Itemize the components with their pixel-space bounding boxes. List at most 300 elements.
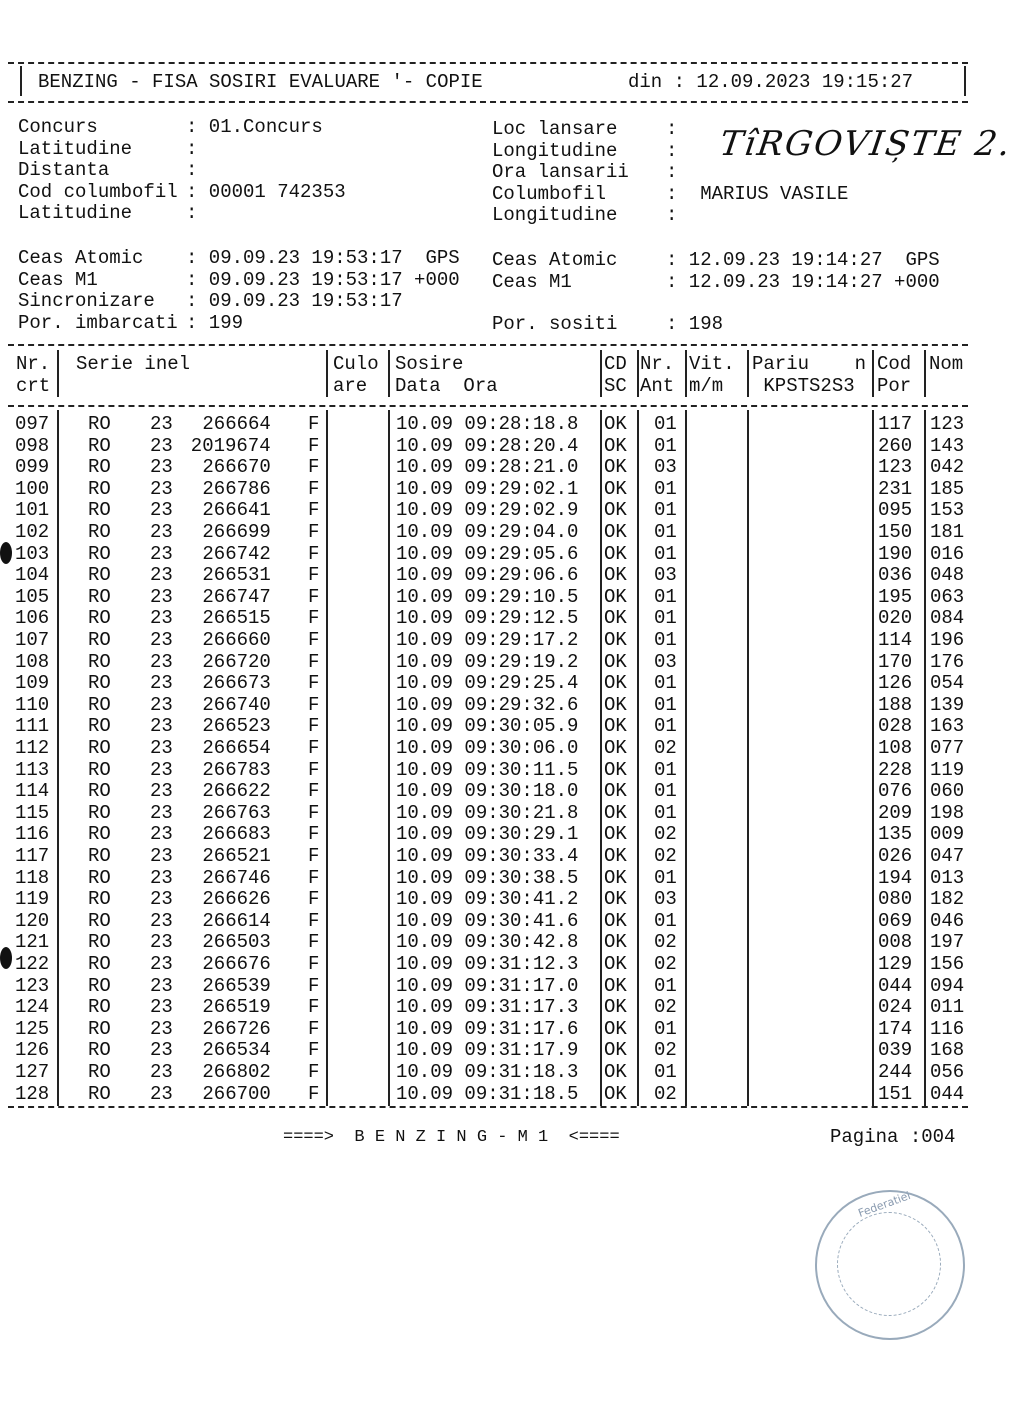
- cd-status: OK: [604, 434, 627, 457]
- column-header-pariu: KPSTS2S3: [752, 375, 855, 397]
- row-nr: 117: [15, 845, 50, 867]
- field-label: Longitudine: [492, 204, 618, 226]
- field-label: Por. imbarcati: [18, 311, 178, 334]
- ring-serial: 266700: [202, 1082, 271, 1105]
- row-nr: 128: [15, 1082, 50, 1105]
- ring-serial: 266539: [202, 974, 271, 997]
- column-header-pariu: Pariu n: [752, 353, 867, 375]
- row-nr: 108: [15, 650, 50, 673]
- cod-por: 117: [878, 413, 913, 435]
- field-label: Concurs: [18, 116, 98, 138]
- row-nr: 100: [15, 477, 50, 500]
- column-divider: [747, 350, 749, 397]
- nr-ant: 01: [654, 974, 677, 997]
- nr-ant: 01: [654, 629, 677, 651]
- nr-ant: 01: [654, 780, 677, 803]
- cod-por: 020: [878, 607, 913, 630]
- ring-country: RO: [88, 499, 111, 522]
- ring-country: RO: [88, 953, 111, 975]
- cod-por: 123: [878, 456, 913, 479]
- nom: 056: [930, 1061, 965, 1083]
- cd-status: OK: [604, 715, 627, 738]
- ring-country: RO: [88, 693, 111, 716]
- ring-country: RO: [88, 564, 111, 587]
- nr-ant: 02: [654, 1082, 677, 1105]
- arrival-time: 10.09 09:29:25.4: [396, 672, 579, 695]
- ring-sex: F: [308, 931, 320, 954]
- ring-country: RO: [88, 823, 111, 846]
- nom: 009: [930, 823, 965, 846]
- arrival-time: 10.09 09:31:17.6: [396, 1017, 579, 1040]
- ring-serial: 266622: [202, 780, 271, 803]
- ring-country: RO: [88, 931, 111, 954]
- field-value: :: [666, 139, 678, 162]
- nom: 196: [930, 629, 965, 651]
- ring-sex: F: [308, 1061, 320, 1083]
- column-divider: [637, 410, 639, 1106]
- nom: 016: [930, 542, 965, 565]
- row-nr: 097: [15, 413, 50, 435]
- cod-por: 174: [878, 1017, 913, 1040]
- nom: 197: [930, 931, 965, 954]
- report-date: din : 12.09.2023 19:15:27: [628, 71, 914, 93]
- ring-serial: 266534: [202, 1039, 271, 1062]
- field-value: : 09.09.23 19:53:17 GPS: [186, 247, 460, 269]
- row-nr: 103: [15, 542, 50, 565]
- cd-status: OK: [604, 737, 627, 759]
- column-header-cod: Por: [877, 375, 912, 397]
- cod-por: 044: [878, 974, 913, 997]
- column-header-serie: Serie inel: [76, 353, 191, 375]
- nom: 156: [930, 953, 965, 975]
- cd-status: OK: [604, 521, 627, 543]
- ring-year: 23: [150, 477, 173, 500]
- row-nr: 118: [15, 866, 50, 889]
- cd-status: OK: [604, 477, 627, 500]
- column-divider: [747, 410, 749, 1106]
- ring-sex: F: [308, 477, 320, 500]
- column-divider: [685, 350, 687, 397]
- ring-sex: F: [308, 1039, 320, 1062]
- cod-por: 069: [878, 909, 913, 932]
- ring-serial: 266720: [202, 650, 271, 673]
- ring-sex: F: [308, 629, 320, 651]
- field-value: : 12.09.23 19:14:27 +000: [666, 270, 940, 293]
- ring-year: 23: [150, 823, 173, 846]
- nr-ant: 01: [654, 909, 677, 932]
- column-header-vit: Vit.: [689, 353, 735, 375]
- ring-sex: F: [308, 1082, 320, 1105]
- nr-ant: 01: [654, 693, 677, 716]
- ring-serial: 266747: [202, 585, 271, 608]
- column-divider: [600, 350, 602, 397]
- ring-sex: F: [308, 650, 320, 673]
- cod-por: 228: [878, 758, 913, 781]
- row-nr: 114: [15, 780, 50, 803]
- arrival-time: 10.09 09:28:21.0: [396, 456, 579, 479]
- nom: 181: [930, 521, 965, 543]
- nom: 116: [930, 1017, 965, 1040]
- ring-serial: 266726: [202, 1017, 271, 1040]
- cd-status: OK: [604, 1082, 627, 1105]
- ring-sex: F: [308, 974, 320, 997]
- cod-por: 190: [878, 542, 913, 565]
- nr-ant: 01: [654, 866, 677, 889]
- ring-sex: F: [308, 693, 320, 716]
- ring-serial: 266521: [202, 845, 271, 867]
- nom: 077: [930, 737, 965, 759]
- column-header-culoare: are: [333, 375, 368, 397]
- cd-status: OK: [604, 953, 627, 975]
- cd-status: OK: [604, 801, 627, 824]
- column-header-nom: Nom: [929, 353, 964, 375]
- field-value: : 01.Concurs: [186, 116, 323, 138]
- arrival-time: 10.09 09:29:04.0: [396, 521, 579, 543]
- ring-sex: F: [308, 758, 320, 781]
- arrival-time: 10.09 09:29:10.5: [396, 585, 579, 608]
- column-header-culoare: Culo: [333, 353, 379, 375]
- ring-year: 23: [150, 693, 173, 716]
- ring-country: RO: [88, 1039, 111, 1062]
- ring-year: 23: [150, 413, 173, 435]
- cd-status: OK: [604, 866, 627, 889]
- ring-serial: 266763: [202, 801, 271, 824]
- cd-status: OK: [604, 931, 627, 954]
- divider: [8, 405, 968, 407]
- nr-ant: 01: [654, 434, 677, 457]
- nr-ant: 01: [654, 521, 677, 543]
- ring-sex: F: [308, 888, 320, 911]
- cod-por: 114: [878, 629, 913, 651]
- row-nr: 119: [15, 888, 50, 911]
- cod-por: 036: [878, 564, 913, 587]
- nom: 044: [930, 1082, 965, 1105]
- cod-por: 150: [878, 521, 913, 543]
- arrival-time: 10.09 09:30:18.0: [396, 780, 579, 803]
- nr-ant: 02: [654, 823, 677, 846]
- cod-por: 126: [878, 672, 913, 695]
- arrival-time: 10.09 09:29:02.1: [396, 477, 579, 500]
- nr-ant: 02: [654, 931, 677, 954]
- nr-ant: 01: [654, 758, 677, 781]
- column-header-sosire: Sosire: [395, 353, 464, 375]
- nom: 046: [930, 909, 965, 932]
- arrival-time: 10.09 09:29:05.6: [396, 542, 579, 565]
- ring-year: 23: [150, 521, 173, 543]
- ring-sex: F: [308, 672, 320, 695]
- field-value: :: [186, 202, 198, 224]
- ring-serial: 266676: [202, 953, 271, 975]
- nom: 011: [930, 996, 965, 1019]
- arrival-time: 10.09 09:31:17.9: [396, 1039, 579, 1062]
- field-label: Ora lansarii: [492, 161, 629, 183]
- ring-serial: 266699: [202, 521, 271, 543]
- ring-country: RO: [88, 1017, 111, 1040]
- ring-serial: 266654: [202, 737, 271, 759]
- column-header-nr: Nr.: [16, 353, 51, 375]
- cd-status: OK: [604, 585, 627, 608]
- cd-status: OK: [604, 456, 627, 479]
- ring-country: RO: [88, 737, 111, 759]
- border: [964, 66, 966, 96]
- nom: 047: [930, 845, 965, 867]
- ring-year: 23: [150, 909, 173, 932]
- cd-status: OK: [604, 607, 627, 630]
- arrival-time: 10.09 09:29:32.6: [396, 693, 579, 716]
- column-divider: [388, 350, 390, 397]
- nr-ant: 01: [654, 477, 677, 500]
- ring-country: RO: [88, 996, 111, 1019]
- ring-serial: 266523: [202, 715, 271, 738]
- cd-status: OK: [604, 780, 627, 803]
- ring-year: 23: [150, 542, 173, 565]
- stamp: Federatiei: [815, 1190, 965, 1340]
- cd-status: OK: [604, 823, 627, 846]
- ring-sex: F: [308, 737, 320, 759]
- ring-year: 23: [150, 996, 173, 1019]
- ring-year: 23: [150, 845, 173, 867]
- column-divider: [637, 350, 639, 397]
- column-header-nr: crt: [16, 375, 51, 397]
- ring-sex: F: [308, 521, 320, 543]
- cod-por: 231: [878, 477, 913, 500]
- ring-country: RO: [88, 434, 111, 457]
- nom: 048: [930, 564, 965, 587]
- cod-por: 076: [878, 780, 913, 803]
- ring-year: 23: [150, 629, 173, 651]
- nr-ant: 03: [654, 888, 677, 911]
- nr-ant: 01: [654, 1061, 677, 1083]
- ring-serial: 266802: [202, 1061, 271, 1083]
- ring-country: RO: [88, 888, 111, 911]
- ring-year: 23: [150, 607, 173, 630]
- ring-serial: 266641: [202, 499, 271, 522]
- ring-sex: F: [308, 953, 320, 975]
- field-label: Sincronizare: [18, 290, 155, 312]
- column-divider: [388, 410, 390, 1106]
- ring-country: RO: [88, 650, 111, 673]
- ring-sex: F: [308, 909, 320, 932]
- row-nr: 099: [15, 456, 50, 479]
- nr-ant: 01: [654, 542, 677, 565]
- nr-ant: 02: [654, 737, 677, 759]
- field-value: :: [186, 137, 198, 160]
- column-header-vit: m/m: [689, 375, 724, 397]
- divider: [8, 1106, 968, 1108]
- ring-year: 23: [150, 715, 173, 738]
- nr-ant: 03: [654, 456, 677, 479]
- row-nr: 110: [15, 693, 50, 716]
- field-label: Columbofil: [492, 182, 607, 205]
- nr-ant: 01: [654, 672, 677, 695]
- column-divider: [57, 350, 59, 397]
- row-nr: 121: [15, 931, 50, 954]
- nr-ant: 01: [654, 715, 677, 738]
- nom: 054: [930, 672, 965, 695]
- cod-por: 135: [878, 823, 913, 846]
- cd-status: OK: [604, 1017, 627, 1040]
- nr-ant: 01: [654, 585, 677, 608]
- cod-por: 170: [878, 650, 913, 673]
- row-nr: 104: [15, 564, 50, 587]
- ring-serial: 266746: [202, 866, 271, 889]
- cod-por: 209: [878, 801, 913, 824]
- ring-year: 23: [150, 780, 173, 803]
- field-label: Ceas M1: [492, 270, 572, 293]
- ring-country: RO: [88, 974, 111, 997]
- ring-serial: 266673: [202, 672, 271, 695]
- ring-sex: F: [308, 499, 320, 522]
- ring-serial: 266531: [202, 564, 271, 587]
- nr-ant: 01: [654, 607, 677, 630]
- row-nr: 105: [15, 585, 50, 608]
- ring-sex: F: [308, 542, 320, 565]
- ring-year: 23: [150, 974, 173, 997]
- cod-por: 026: [878, 845, 913, 867]
- column-header-cd: CD: [604, 353, 627, 375]
- cd-status: OK: [604, 909, 627, 932]
- ring-serial: 266740: [202, 693, 271, 716]
- nom: 119: [930, 758, 965, 781]
- ring-year: 23: [150, 499, 173, 522]
- handwritten-location: TîRGOVIȘTE 2.: [717, 124, 1015, 164]
- nom: 176: [930, 650, 965, 673]
- cd-status: OK: [604, 693, 627, 716]
- field-label: Cod columbofil: [18, 180, 178, 203]
- nom: 198: [930, 801, 965, 824]
- cod-por: 080: [878, 888, 913, 911]
- row-nr: 126: [15, 1039, 50, 1062]
- row-nr: 106: [15, 607, 50, 630]
- ring-sex: F: [308, 996, 320, 1019]
- row-nr: 123: [15, 974, 50, 997]
- cd-status: OK: [604, 499, 627, 522]
- nr-ant: 01: [654, 413, 677, 435]
- field-value: : 12.09.23 19:14:27 GPS: [666, 249, 940, 271]
- ring-year: 23: [150, 1082, 173, 1105]
- ring-year: 23: [150, 953, 173, 975]
- ring-country: RO: [88, 672, 111, 695]
- cd-status: OK: [604, 650, 627, 673]
- ring-serial: 266664: [202, 413, 271, 435]
- nom: 063: [930, 585, 965, 608]
- column-header-ant: Ant: [640, 375, 675, 397]
- arrival-time: 10.09 09:29:02.9: [396, 499, 579, 522]
- ring-serial: 266786: [202, 477, 271, 500]
- row-nr: 112: [15, 737, 50, 759]
- ring-serial: 266660: [202, 629, 271, 651]
- arrival-time: 10.09 09:30:05.9: [396, 715, 579, 738]
- arrival-time: 10.09 09:29:12.5: [396, 607, 579, 630]
- cd-status: OK: [604, 974, 627, 997]
- ring-sex: F: [308, 413, 320, 435]
- ring-year: 23: [150, 801, 173, 824]
- ring-serial: 266503: [202, 931, 271, 954]
- row-nr: 107: [15, 629, 50, 651]
- field-value: : 199: [186, 311, 244, 334]
- ring-country: RO: [88, 456, 111, 479]
- column-divider: [326, 410, 328, 1106]
- row-nr: 101: [15, 499, 50, 522]
- divider: [8, 344, 968, 346]
- cod-por: 108: [878, 737, 913, 759]
- cod-por: 028: [878, 715, 913, 738]
- nr-ant: 03: [654, 650, 677, 673]
- nr-ant: 01: [654, 1017, 677, 1040]
- nr-ant: 01: [654, 801, 677, 824]
- row-nr: 115: [15, 801, 50, 824]
- arrival-time: 10.09 09:30:33.4: [396, 845, 579, 867]
- ring-country: RO: [88, 866, 111, 889]
- ring-sex: F: [308, 1017, 320, 1040]
- ring-year: 23: [150, 737, 173, 759]
- field-label: Latitudine: [18, 137, 133, 160]
- arrival-time: 10.09 09:30:21.8: [396, 801, 579, 824]
- row-nr: 125: [15, 1017, 50, 1040]
- nr-ant: 02: [654, 996, 677, 1019]
- ring-serial: 266683: [202, 823, 271, 846]
- field-value: :: [186, 159, 198, 181]
- field-value: : 00001 742353: [186, 180, 346, 203]
- cod-por: 151: [878, 1082, 913, 1105]
- arrival-time: 10.09 09:30:41.6: [396, 909, 579, 932]
- cod-por: 024: [878, 996, 913, 1019]
- ring-sex: F: [308, 845, 320, 867]
- field-value: :: [666, 118, 678, 140]
- cd-status: OK: [604, 1039, 627, 1062]
- row-nr: 120: [15, 909, 50, 932]
- ring-country: RO: [88, 1082, 111, 1105]
- nom: 139: [930, 693, 965, 716]
- column-header-cd: SC: [604, 375, 627, 397]
- ring-year: 23: [150, 650, 173, 673]
- ink-mark: [0, 542, 12, 564]
- ring-sex: F: [308, 780, 320, 803]
- nr-ant: 02: [654, 1039, 677, 1062]
- field-label: Ceas Atomic: [492, 249, 618, 271]
- nom: 123: [930, 413, 965, 435]
- field-label: Ceas Atomic: [18, 247, 144, 269]
- ring-serial: 266742: [202, 542, 271, 565]
- nom: 094: [930, 974, 965, 997]
- ring-sex: F: [308, 585, 320, 608]
- field-label: Ceas M1: [18, 268, 98, 291]
- ring-year: 23: [150, 585, 173, 608]
- ring-year: 23: [150, 1017, 173, 1040]
- nom: 182: [930, 888, 965, 911]
- column-divider: [600, 410, 602, 1106]
- border: [20, 66, 22, 96]
- cod-por: 008: [878, 931, 913, 954]
- cod-por: 039: [878, 1039, 913, 1062]
- cd-status: OK: [604, 629, 627, 651]
- cod-por: 194: [878, 866, 913, 889]
- ring-year: 23: [150, 931, 173, 954]
- ring-year: 23: [150, 888, 173, 911]
- nr-ant: 02: [654, 953, 677, 975]
- cod-por: 095: [878, 499, 913, 522]
- ring-serial: 266519: [202, 996, 271, 1019]
- arrival-time: 10.09 09:30:29.1: [396, 823, 579, 846]
- field-value: :: [666, 161, 678, 183]
- ring-country: RO: [88, 1061, 111, 1083]
- arrival-time: 10.09 09:31:18.5: [396, 1082, 579, 1105]
- field-label: Distanta: [18, 159, 110, 181]
- cd-status: OK: [604, 542, 627, 565]
- ring-sex: F: [308, 866, 320, 889]
- column-header-cod: Cod: [877, 353, 912, 375]
- ring-country: RO: [88, 801, 111, 824]
